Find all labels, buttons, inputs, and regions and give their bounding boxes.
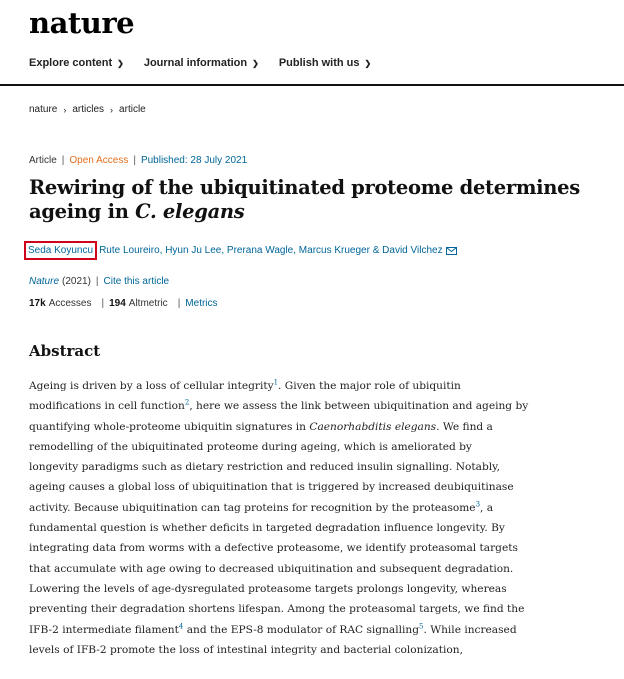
- separator: |: [133, 155, 136, 166]
- abstract-line: remodelling of the ubiquitinated proteome during ageing, which is ameliorated by: [29, 440, 472, 453]
- abstract-line: [29, 417, 609, 437]
- chevron-right-icon: ›: [110, 104, 114, 115]
- citation-line: [29, 276, 169, 287]
- abstract-line: [29, 396, 609, 416]
- nav-publish-with-us-label: Publish with us: [278, 57, 360, 69]
- reference-5[interactable]: 5: [419, 622, 424, 631]
- abstract-text-span: and the EPS-8 modulator of RAC signalling: [183, 623, 419, 636]
- nav-publish-with-us[interactable]: [279, 57, 371, 69]
- nature-logo[interactable]: nature: [29, 6, 135, 40]
- altmetric-label: Altmetric: [128, 298, 168, 309]
- reference-1[interactable]: 1: [273, 378, 279, 387]
- accesses-count: 17k: [29, 298, 46, 309]
- abstract-line: [29, 620, 609, 640]
- abstract-text-span: IFB-2 intermediate filament: [29, 623, 179, 636]
- abstract-text-span: . Given the major role of ubiquitin: [278, 380, 461, 392]
- article-type: Article: [29, 155, 57, 166]
- altmetric-count: 194: [109, 298, 126, 309]
- breadcrumb-nature[interactable]: nature: [29, 104, 58, 115]
- reference-2[interactable]: 2: [184, 398, 190, 407]
- abstract-line: Lowering the levels of age-dysregulated proteasome targets prolongs longevity, whereas: [29, 582, 507, 595]
- nav-explore-content-label: Explore content: [29, 57, 113, 69]
- species-name: Caenorhabditis elegans: [309, 420, 437, 433]
- author-list-rest[interactable]: Rute Loureiro, Hyun Ju Lee, Prerana Wagle, Marcus Krueger & David Vilchez: [99, 245, 443, 256]
- abstract-line: [29, 498, 609, 518]
- breadcrumb-articles[interactable]: articles: [72, 104, 105, 115]
- metrics-link[interactable]: Metrics: [185, 298, 218, 309]
- publication-year: (2021): [62, 276, 91, 287]
- abstract-line: preventing their degradation shortens lifespan. Among the proteasomal targets, we find the: [29, 603, 525, 616]
- breadcrumb-current: article: [119, 104, 146, 115]
- abstract-line: fundamental question is whether deficits in targeted degradation influence longevity. By: [29, 522, 505, 535]
- abstract-text-span: . While increased: [423, 623, 517, 636]
- article-metrics: [29, 298, 218, 309]
- journal-name[interactable]: Nature: [29, 276, 60, 287]
- article-title-main: Rewiring of the ubiquitinated proteome determines ageing in: [29, 176, 580, 223]
- article-title-italic: C. elegans: [135, 200, 245, 223]
- abstract-text-span: Ageing is driven by a loss of cellular integrity: [29, 380, 274, 392]
- chevron-down-icon: ❯: [252, 58, 259, 68]
- nav-explore-content[interactable]: [29, 57, 124, 69]
- breadcrumb: [29, 104, 146, 115]
- nav-journal-information[interactable]: [144, 57, 259, 69]
- abstract-text-span: activity. Because ubiquitination can tag proteins for recognition by the proteasome: [29, 501, 476, 514]
- reference-4[interactable]: 4: [178, 622, 184, 631]
- open-access-badge[interactable]: Open Access: [69, 155, 129, 166]
- main-nav: [29, 57, 391, 69]
- author-list: [29, 241, 457, 260]
- abstract-text-span: , a: [480, 501, 494, 514]
- abstract-text-span: , here we assess the link between ubiquitination and ageing by: [189, 400, 529, 413]
- abstract-heading: Abstract: [29, 342, 101, 360]
- cite-this-article-link[interactable]: Cite this article: [103, 276, 170, 287]
- abstract-text-span: quantifying whole-proteome ubiquitin signatures in: [29, 420, 310, 433]
- abstract-line: longevity paradigms such as dietary restriction and reduced insulin signalling. Notably,: [29, 461, 501, 474]
- chevron-down-icon: ❯: [117, 58, 124, 68]
- mail-icon[interactable]: [446, 247, 457, 255]
- article-meta: [29, 155, 247, 166]
- author-seda-koyuncu[interactable]: Seda Koyuncu: [24, 241, 97, 260]
- chevron-right-icon: ›: [63, 104, 67, 115]
- abstract-line: [29, 376, 609, 396]
- reference-3[interactable]: 3: [475, 500, 481, 509]
- separator: |: [101, 298, 105, 309]
- abstract-text-span: modifications in cell function: [29, 400, 185, 413]
- nav-journal-information-label: Journal information: [143, 57, 248, 69]
- abstract-text-span: . We find a: [436, 420, 493, 433]
- chevron-down-icon: ❯: [364, 58, 372, 68]
- separator: |: [177, 298, 181, 309]
- header-divider: [0, 84, 624, 86]
- abstract-line: that accumulate with age owing to decreased ubiquitination and subsequent degradation.: [29, 562, 514, 575]
- accesses-label: Accesses: [48, 298, 92, 309]
- abstract-line: levels of IFB-2 promote the loss of intestinal integrity and bacterial colonization,: [29, 643, 463, 656]
- article-title: [29, 176, 599, 224]
- separator: |: [95, 276, 99, 287]
- abstract-line: integrating data from worms with a defective proteasome, we identify proteasomal targets: [29, 542, 518, 555]
- published-date: Published: 28 July 2021: [140, 155, 248, 166]
- abstract-text: [29, 376, 609, 660]
- separator: |: [61, 155, 65, 166]
- abstract-line: ageing causes a global loss of ubiquitination that is triggered by increased deubiquitinase: [29, 481, 514, 494]
